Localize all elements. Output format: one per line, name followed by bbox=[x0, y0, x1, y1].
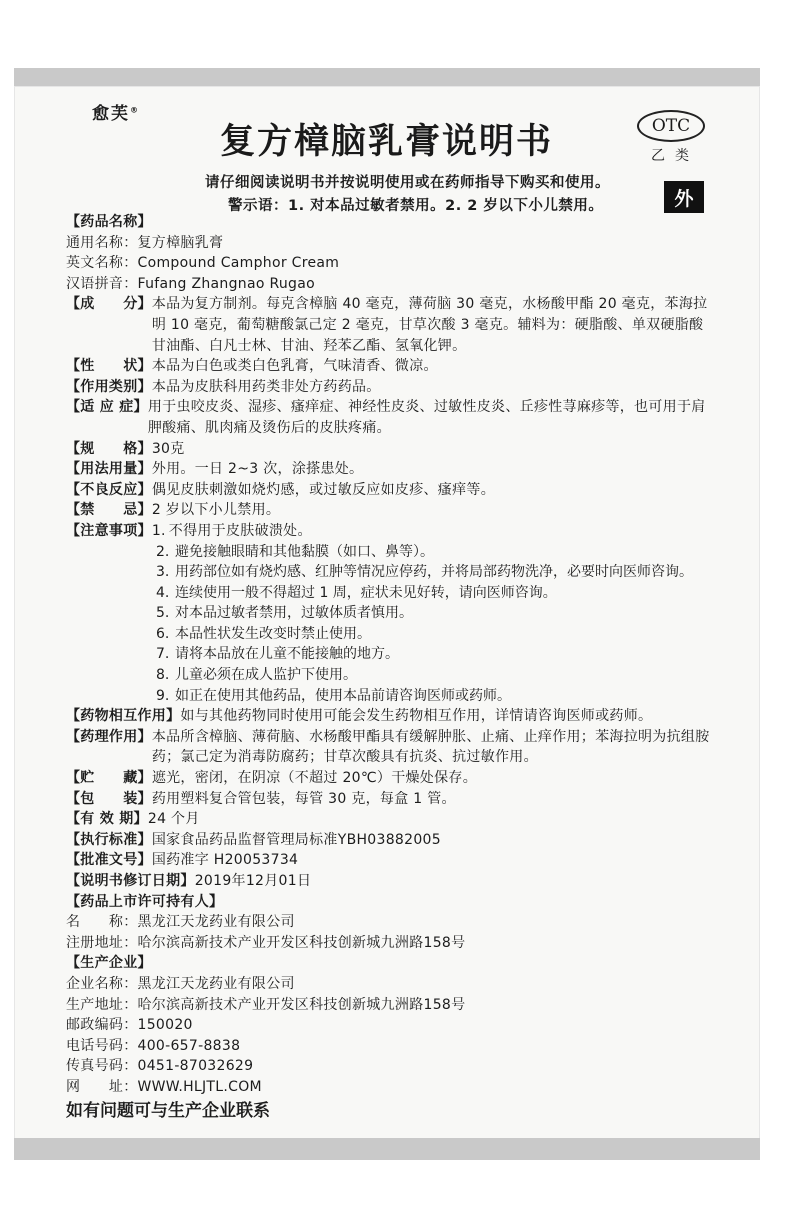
field-label: 网 址： bbox=[66, 1078, 138, 1095]
field-value: 哈尔滨高新技术产业开发区科技创新城九洲路158号 bbox=[137, 996, 466, 1013]
field-value: 400-657-8838 bbox=[137, 1037, 241, 1054]
precaution-item bbox=[66, 665, 712, 686]
precaution-text: 如正在使用其他药品，使用本品前请咨询医师或药师。 bbox=[175, 687, 511, 704]
info-row bbox=[66, 974, 712, 995]
info-row bbox=[66, 397, 712, 438]
field-label: 【适 应 症】 bbox=[66, 399, 148, 416]
info-row bbox=[66, 706, 712, 727]
field-value: 国药准字 H20053734 bbox=[151, 852, 299, 869]
info-row bbox=[66, 1077, 712, 1098]
otc-badge bbox=[637, 110, 705, 142]
field-value: 遮光，密闭，在阴凉（不超过 20℃）干燥处保存。 bbox=[151, 770, 477, 787]
precaution-text: 儿童必须在成人监护下使用。 bbox=[175, 667, 357, 684]
field-value: 本品为白色或类白色乳膏，气味清香、微凉。 bbox=[151, 358, 438, 375]
field-label: 【执行标准】 bbox=[66, 831, 152, 848]
info-row bbox=[66, 1056, 712, 1077]
info-row bbox=[66, 871, 712, 892]
field-value: WWW.HLJTL.COM bbox=[137, 1078, 262, 1095]
precaution-first: 不得用于皮肤破溃处。 bbox=[168, 522, 312, 539]
precaution-text: 对本品过敏者禁用，过敏体质者慎用。 bbox=[175, 605, 413, 622]
field-label: 【批准文号】 bbox=[66, 852, 152, 869]
precaution-item bbox=[66, 686, 712, 707]
precaution-number: 3. bbox=[156, 564, 170, 581]
info-row bbox=[66, 789, 712, 810]
info-row bbox=[66, 274, 712, 295]
info-row bbox=[66, 356, 712, 377]
contact-footer: 如有问题可与生产企业联系 bbox=[66, 1100, 270, 1121]
field-label: 【不良反应】 bbox=[66, 481, 152, 498]
field-value: 本品所含樟脑、薄荷脑、水杨酸甲酯具有缓解肿胀、止痛、止痒作用；苯海拉明为抗组胺药；氯己定为消毒防腐药；甘草次酸具有抗炎、抗过敏作用。 bbox=[151, 728, 710, 766]
field-label: 【作用类别】 bbox=[66, 378, 152, 395]
info-row bbox=[66, 233, 712, 254]
info-row bbox=[66, 253, 712, 274]
field-value bbox=[223, 892, 712, 913]
precautions-section bbox=[66, 521, 712, 706]
field-label: 【说明书修订日期】 bbox=[66, 873, 195, 889]
external-use-badge: 外 bbox=[664, 181, 704, 213]
precaution-text: 用药部位如有烧灼感、红肿等情况应停药，并将局部药物洗净，必要时向医师咨询。 bbox=[175, 564, 693, 581]
info-row bbox=[66, 850, 712, 871]
info-row bbox=[66, 439, 712, 460]
field-label: 企业名称： bbox=[66, 975, 138, 992]
field-label: 【药理作用】 bbox=[66, 728, 152, 745]
info-row bbox=[66, 1036, 712, 1057]
info-row bbox=[66, 480, 712, 501]
sections-part-2 bbox=[66, 706, 712, 1097]
precaution-text: 避免接触眼睛和其他黏膜（如口、鼻等）。 bbox=[175, 543, 434, 560]
precaution-number: 9. bbox=[156, 687, 170, 704]
info-row bbox=[66, 294, 712, 356]
field-value: 2019年12月01日 bbox=[194, 873, 312, 889]
field-value: 150020 bbox=[137, 1017, 193, 1034]
field-value: 药用塑料复合管包装，每管 30 克，每盒 1 管。 bbox=[151, 790, 456, 807]
field-value: Compound Camphor Cream bbox=[137, 255, 340, 272]
field-value: 用于虫咬皮炎、湿疹、瘙痒症、神经性皮炎、过敏性皮炎、丘疹性荨麻疹等，也可用于肩胛酸痛、肌肉痛及烫伤后的皮肤疼痛。 bbox=[147, 399, 706, 436]
field-label: 生产地址： bbox=[66, 996, 138, 1013]
info-row bbox=[66, 500, 712, 521]
field-value: 偶见皮肤刺激如烧灼感，或过敏反应如皮疹、瘙痒等。 bbox=[151, 481, 496, 498]
precaution-number: 5. bbox=[156, 605, 170, 622]
document-title: 复方樟脑乳膏说明书 bbox=[220, 121, 554, 162]
info-row bbox=[66, 912, 712, 933]
precaution-list bbox=[66, 542, 712, 707]
field-label: 名 称： bbox=[66, 914, 138, 931]
field-value: 0451-87032629 bbox=[137, 1058, 254, 1075]
precaution-number: 7. bbox=[156, 646, 170, 663]
otc-class: 乙类 bbox=[651, 148, 699, 164]
info-row bbox=[66, 1015, 712, 1036]
field-value: 复方樟脑乳膏 bbox=[137, 234, 224, 251]
field-value: 本品为复方制剂。每克含樟脑 40 毫克，薄荷脑 30 毫克，水杨酸甲酯 20 毫克，苯海拉明 10 毫克，葡萄糖酸氯己定 2 毫克，甘草次酸 3 毫克。辅料为：硬脂酸、单双硬脂酸甘油酯、白凡士林、甘油、羟苯乙酯、氢氧化钾。 bbox=[151, 296, 708, 354]
field-label: 【规 格】 bbox=[66, 440, 152, 457]
info-row bbox=[66, 727, 712, 768]
field-value: 黑龙江天龙药业有限公司 bbox=[137, 975, 295, 992]
precaution-item bbox=[66, 624, 712, 645]
precaution-text: 请将本品放在儿童不能接触的地方。 bbox=[175, 646, 399, 663]
field-label: 【用法用量】 bbox=[66, 461, 152, 478]
precaution-item bbox=[66, 542, 712, 563]
precaution-text: 本品性状发生改变时禁止使用。 bbox=[175, 625, 371, 642]
field-value: 30克 bbox=[151, 440, 185, 457]
reading-instruction: 请仔细阅读说明书并按说明使用或在药师指导下购买和使用。 bbox=[205, 175, 610, 191]
precaution-number: 4. bbox=[156, 584, 170, 601]
otc-label: OTC bbox=[651, 116, 691, 136]
precaution-number: 8. bbox=[156, 667, 170, 684]
info-row bbox=[66, 953, 712, 974]
precaution-item bbox=[66, 603, 712, 624]
info-row bbox=[66, 768, 712, 789]
precaution-item bbox=[66, 644, 712, 665]
warning-line: 警示语：1. 对本品过敏者禁用。2. 2 岁以下小儿禁用。 bbox=[228, 198, 604, 214]
precaution-item bbox=[66, 562, 712, 583]
brand-name: 愈芙 bbox=[92, 104, 130, 124]
precaution-number: 2. bbox=[156, 543, 170, 560]
info-row bbox=[66, 892, 712, 913]
precaution-item bbox=[66, 583, 712, 604]
field-value: Fufang Zhangnao Rugao bbox=[137, 275, 315, 292]
field-value: 外用。一日 2~3 次，涂搽患处。 bbox=[151, 461, 364, 478]
field-label: 通用名称： bbox=[66, 234, 138, 251]
field-label: 英文名称： bbox=[66, 255, 138, 272]
field-value: 黑龙江天龙药业有限公司 bbox=[137, 914, 295, 931]
field-label: 【禁 忌】 bbox=[66, 502, 152, 519]
registered-mark: ® bbox=[130, 105, 140, 115]
field-label: 【包 装】 bbox=[66, 790, 152, 807]
field-label: 邮政编码： bbox=[66, 1017, 138, 1034]
info-row bbox=[66, 933, 712, 954]
precaution-number: 6. bbox=[156, 625, 170, 642]
leaflet-content bbox=[66, 212, 712, 1124]
field-value: 哈尔滨高新技术产业开发区科技创新城九洲路158号 bbox=[137, 934, 466, 951]
info-row bbox=[66, 212, 712, 233]
info-row bbox=[66, 830, 712, 851]
field-label: 电话号码： bbox=[66, 1037, 138, 1054]
field-label: 【有 效 期】 bbox=[66, 811, 148, 828]
precautions-heading bbox=[66, 521, 712, 542]
precaution-text: 连续使用一般不得超过 1 周，症状未见好转，请向医师咨询。 bbox=[175, 584, 557, 601]
field-value: 24 个月 bbox=[147, 811, 200, 828]
field-label: 【药物相互作用】 bbox=[66, 708, 181, 725]
field-value: 本品为皮肤科用药类非处方药药品。 bbox=[151, 378, 381, 395]
precaution-number: 1. bbox=[151, 522, 166, 539]
field-value bbox=[152, 953, 712, 974]
field-label: 【贮 藏】 bbox=[66, 770, 152, 787]
field-value: 2 岁以下小儿禁用。 bbox=[151, 502, 281, 519]
field-label: 【生产企业】 bbox=[66, 955, 152, 972]
field-label: 【药品名称】 bbox=[66, 214, 152, 230]
field-label: 【药品上市许可持有人】 bbox=[66, 893, 224, 910]
field-label: 汉语拼音： bbox=[66, 275, 138, 292]
field-value bbox=[152, 212, 712, 233]
field-label: 【性 状】 bbox=[66, 358, 152, 375]
info-row bbox=[66, 459, 712, 480]
field-label: 传真号码： bbox=[66, 1058, 138, 1075]
brand-logo bbox=[92, 99, 140, 124]
section-label: 【注意事项】 bbox=[66, 522, 152, 539]
field-value: 如与其他药物同时使用可能会发生药物相互作用，详情请咨询医师或药师。 bbox=[180, 708, 653, 725]
field-label: 【成 分】 bbox=[66, 296, 152, 313]
info-row bbox=[66, 377, 712, 398]
info-row bbox=[66, 809, 712, 830]
scan-border-bottom bbox=[14, 1138, 760, 1160]
info-row bbox=[66, 995, 712, 1016]
field-value: 国家食品药品监督管理局标准YBH03882005 bbox=[151, 831, 441, 848]
field-label: 注册地址： bbox=[66, 934, 138, 951]
sections-part-1 bbox=[66, 212, 712, 521]
